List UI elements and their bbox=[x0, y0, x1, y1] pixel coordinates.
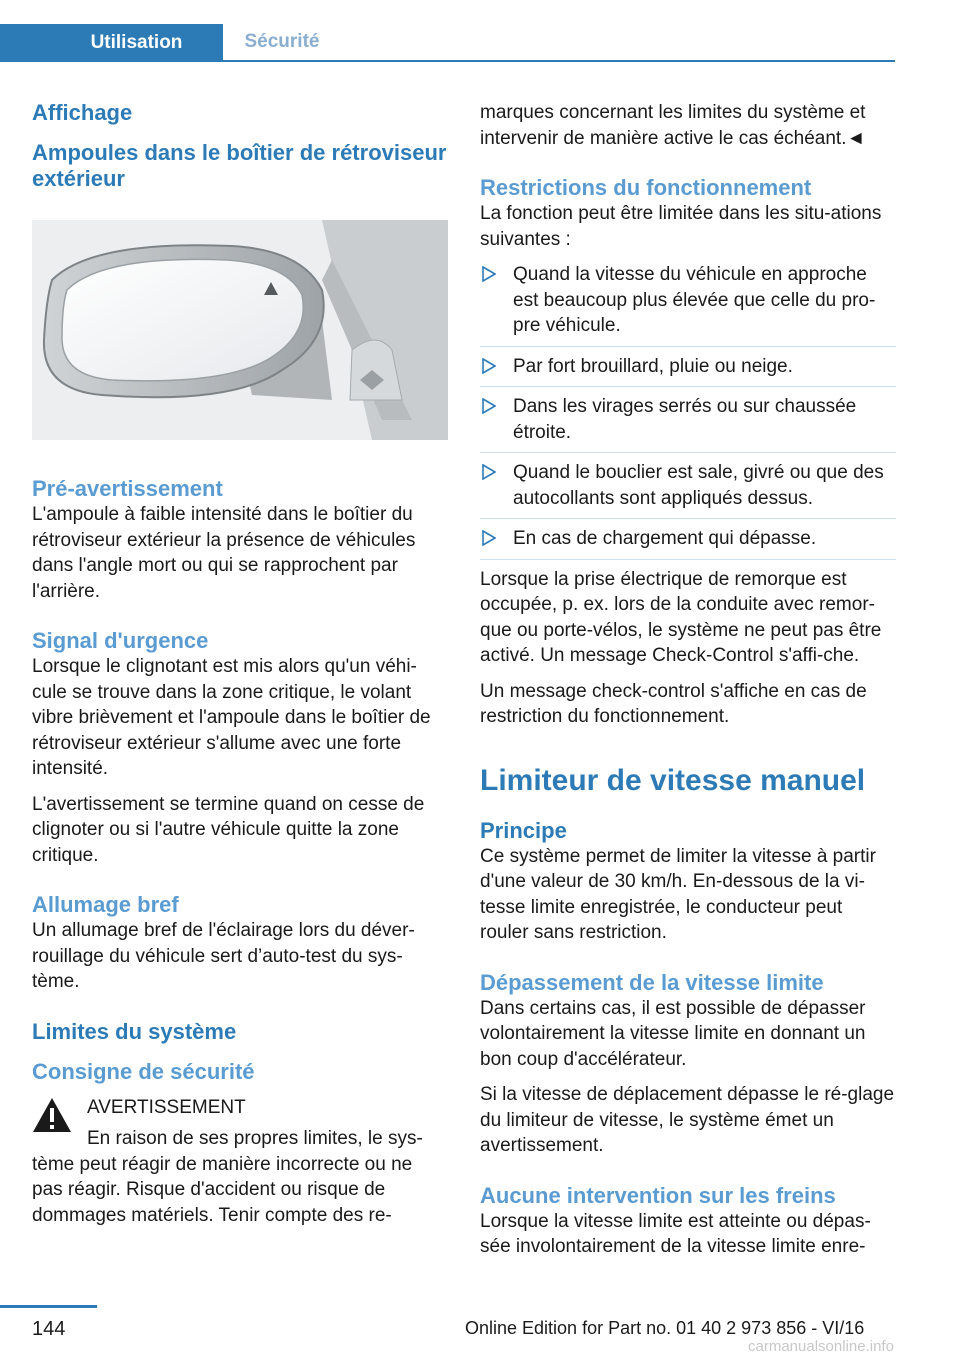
depassement-text-2: Si la vitesse de déplacement dépasse le ré-glage du limiteur de vitesse, le système émet un avertissement. bbox=[480, 1084, 895, 1156]
list-item: Quand le bouclier est sale, givré ou que des autocollants sont appliqués dessus. bbox=[480, 460, 896, 519]
restrictions-list bbox=[480, 262, 896, 560]
check-control-text: Un message check-control s'affiche en cas de restriction du fonctionnement. bbox=[480, 680, 867, 727]
heading-limites-systeme: Limites du système bbox=[32, 1018, 237, 1044]
list-item: En cas de chargement qui dépasse. bbox=[480, 526, 896, 560]
list-item: Quand la vitesse du véhicule en approche est beaucoup plus élevée que celle du pro-pre véhicule. bbox=[480, 262, 896, 347]
signal-urgence-text-1: Lorsque le clignotant est mis alors qu'un véhi-cule se trouve dans la zone critique, le volant vibre brièvement et l'ampoule dans le boîtier de rétroviseur extérieur s'allume avec une forte intensité. bbox=[32, 656, 431, 779]
watermark: carmanualsonline.info bbox=[748, 1338, 894, 1355]
heading-freins: Aucune intervention sur les freins bbox=[480, 1182, 836, 1208]
pre-avertissement-text: L'ampoule à faible intensité dans le boîtier du rétroviseur extérieur la présence de véhicules dans l'angle mort ou qui se rapprochent par l'arrière. bbox=[32, 504, 416, 602]
heading-signal-urgence: Signal d'urgence bbox=[32, 628, 209, 653]
warning-triangle-icon bbox=[32, 1097, 72, 1133]
bullet-triangle-icon bbox=[482, 398, 496, 414]
heading-depassement: Dépassement de la vitesse limite bbox=[480, 969, 824, 995]
heading-ampoules: Ampoules dans le boîtier de rétroviseur extérieur bbox=[32, 140, 447, 191]
mirror-figure bbox=[32, 220, 448, 440]
signal-urgence-text-2: L'avertissement se termine quand on cesse de clignoter ou si l'autre véhicule quitte la zone critique. bbox=[32, 793, 425, 866]
page-number: 144 bbox=[32, 1318, 66, 1340]
right-column bbox=[480, 100, 896, 1270]
tab-utilisation[interactable]: Utilisation bbox=[0, 24, 223, 62]
restrictions-text: La fonction peut être limitée dans les situ-ations suivantes : bbox=[480, 203, 882, 250]
list-item: Dans les virages serrés ou sur chaussée étroite. bbox=[480, 394, 896, 453]
remorque-text: Lorsque la prise électrique de remorque est occupée, p. ex. lors de la conduite avec remor-que ou porte-vélos, le système ne peut pas être activé. Un message Check-Control s'affi-che. bbox=[480, 568, 882, 666]
continued-text: marques concernant les limites du système et intervenir de manière active le cas échéant.◄ bbox=[480, 102, 866, 149]
freins-text: Lorsque la vitesse limite est atteinte ou dépas-sée involontairement de la vitesse limite enre- bbox=[480, 1210, 871, 1257]
warning-title: AVERTISSEMENT bbox=[87, 1096, 246, 1118]
footer-accent-line bbox=[0, 1305, 97, 1308]
bullet-triangle-icon bbox=[482, 358, 496, 374]
heading-limiteur-vitesse: Limiteur de vitesse manuel bbox=[480, 763, 866, 797]
warning-block bbox=[32, 1095, 448, 1121]
principe-text: Ce système permet de limiter la vitesse à partir d'une valeur de 30 km/h. En-dessous de la vi-tesse limite enregistrée, le conducteur peut rouler sans restriction. bbox=[480, 845, 876, 943]
tab-securite[interactable]: Sécurité bbox=[244, 31, 320, 52]
left-column bbox=[32, 100, 448, 1238]
list-item: Par fort brouillard, pluie ou neige. bbox=[480, 354, 896, 388]
depassement-text-1: Dans certains cas, il est possible de dépasser volontairement la vitesse limite en donnant un bon coup d'accélérateur. bbox=[480, 997, 866, 1070]
tabs-divider bbox=[0, 60, 895, 62]
bullet-triangle-icon bbox=[482, 530, 496, 546]
edition-text: Online Edition for Part no. 01 40 2 973 856 - VI/16 bbox=[465, 1318, 865, 1338]
side-mirror-illustration bbox=[32, 220, 448, 440]
heading-affichage: Affichage bbox=[32, 100, 133, 125]
allumage-bref-text: Un allumage bref de l'éclairage lors du déver-rouillage du véhicule sert d’auto-test du sys-tème. bbox=[32, 920, 415, 992]
bullet-triangle-icon bbox=[482, 266, 496, 282]
chapter-tabs bbox=[0, 24, 895, 62]
heading-consigne-securite: Consigne de sécurité bbox=[32, 1058, 255, 1084]
heading-pre-avertissement: Pré-avertissement bbox=[32, 476, 223, 501]
bullet-triangle-icon bbox=[482, 464, 496, 480]
heading-principe: Principe bbox=[480, 817, 567, 843]
heading-allumage-bref: Allumage bref bbox=[32, 892, 179, 917]
heading-restrictions: Restrictions du fonctionnement bbox=[480, 175, 812, 200]
warning-text: En raison de ses propres limites, le sys-tème peut réagir de manière incorrecte ou ne pas réagir. Risque d'accident ou risque de dommages matériels. Tenir compte des re- bbox=[32, 1128, 423, 1226]
